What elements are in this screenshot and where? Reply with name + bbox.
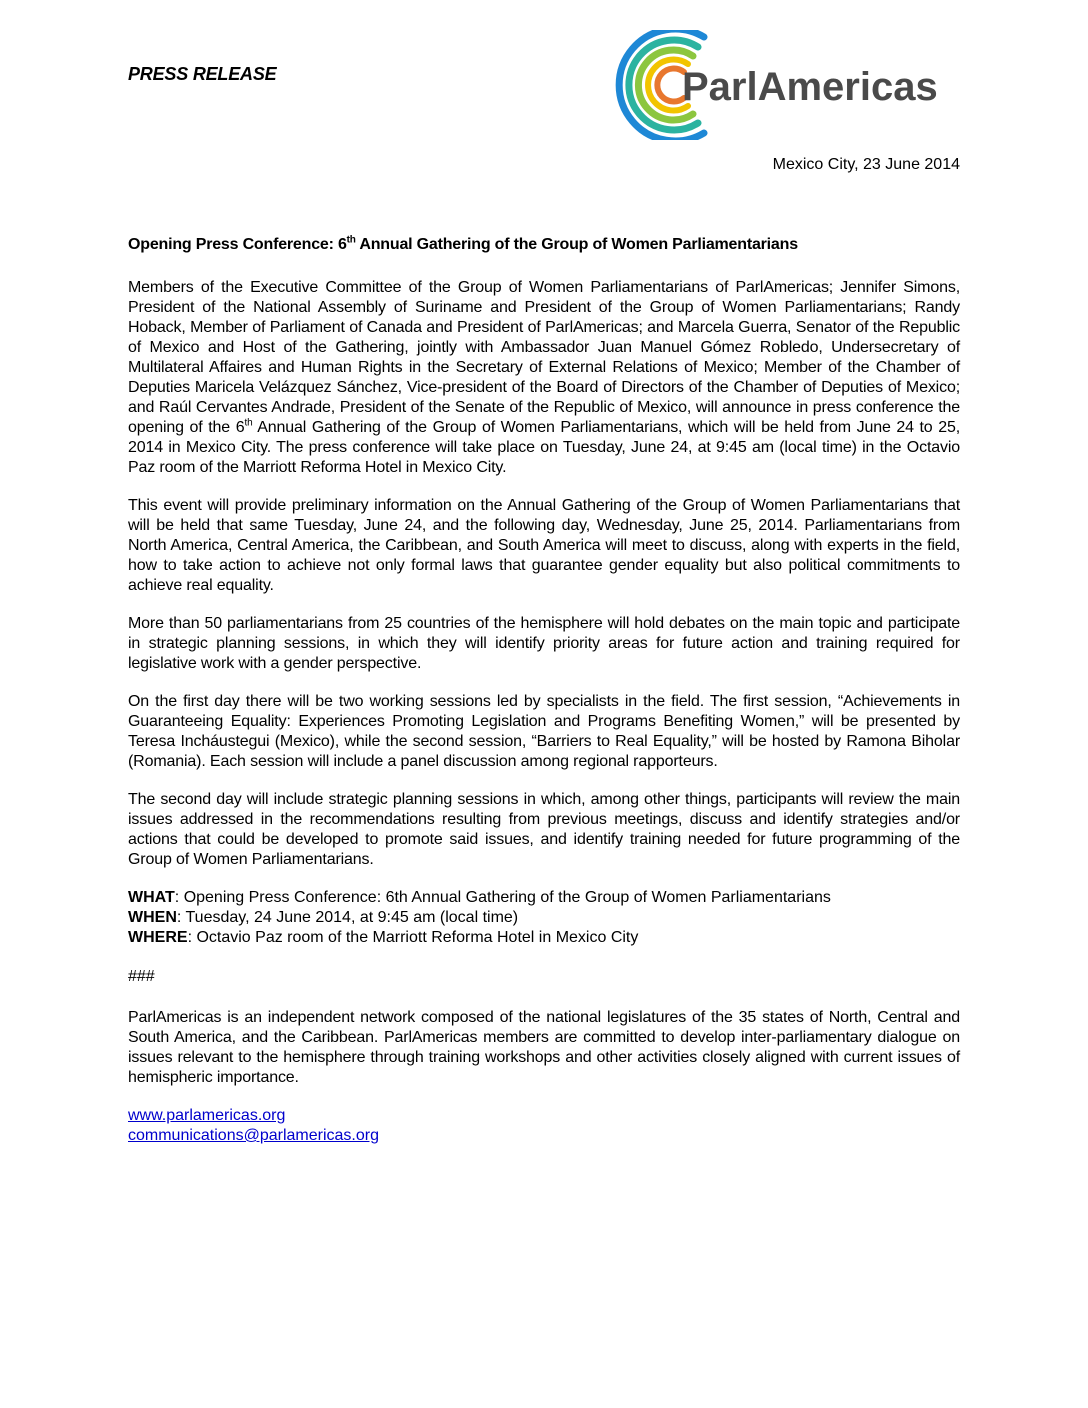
detail-where: WHERE: Octavio Paz room of the Marriott Reforma Hotel in Mexico City xyxy=(128,929,639,946)
event-details xyxy=(128,888,960,948)
release-date: Mexico City, 23 June 2014 xyxy=(772,156,960,173)
paragraph-debates: More than 50 parliamentarians from 25 countries of the hemisphere will hold debates on the main topic and participate in strategic planning sessions, in which they will identify priority areas for future action and training required for legislative work with a gender perspective. xyxy=(128,615,960,672)
website-link[interactable]: www.parlamericas.org xyxy=(128,1107,286,1124)
release-title: Opening Press Conference: 6th Annual Gathering of the Group of Women Parliamentarians xyxy=(128,234,798,253)
detail-what: WHAT: Opening Press Conference: 6th Annual Gathering of the Group of Women Parliamentarians xyxy=(128,889,831,906)
contact-links xyxy=(128,1106,960,1146)
detail-when: WHEN: Tuesday, 24 June 2014, at 9:45 am (local time) xyxy=(128,909,519,926)
parlamericas-logo xyxy=(606,30,960,140)
paragraph-about: ParlAmericas is an independent network composed of the national legislatures of the 35 states of North, Central and South America, and the Caribbean. ParlAmericas members are committed to develop inter-parliamentary dialogue on issues relevant to the hemisphere through training workshops and other activities closely aligned with current issues of hemispheric importance. xyxy=(128,1009,960,1086)
logo-arcs-icon xyxy=(606,30,960,140)
paragraph-event-info: This event will provide preliminary information on the Annual Gathering of the Group of Women Parliamentarians that will be held that same Tuesday, June 24, and the following day, Wednesday, June 25, 2014. Parliamentarians from North America, Central America, the Caribbean, and South America will meet to discuss, along with experts in the field, how to take action to achieve not only formal laws that guarantee gender equality but also political commitments to achieve real equality. xyxy=(128,497,960,594)
paragraph-participants: Members of the Executive Committee of the Group of Women Parliamentarians of ParlAmericas; Jennifer Simons, President of the National Assembly of Suriname and President of the Group of Women Parliamentarians; Randy Hoback, Member of Parliament of Canada and President of ParlAmericas; and Marcela Guerra, Senator of the Republic of Mexico and Host of the Gathering, jointly with Ambassador Juan Manuel Gómez Robledo, Undersecretary of Multilateral Affaires and Human Rights in the Secretary of External Relations of Mexico; Member of the Chamber of Deputies Maricela Velázquez Sánchez, Vice-president of the Board of Directors of the Chamber of Deputies of Mexico; and Raúl Cervantes Andrade, President of the Senate of the Republic of Mexico, will announce in press conference the opening of the 6th Annual Gathering of the Group of Women Parliamentarians, which will be held from June 24 to 25, 2014 in Mexico City. The press conference will take place on Tuesday, June 24, at 9:45 am (local time) in the Octavio Paz room of the Marriott Reforma Hotel in Mexico City. xyxy=(128,279,960,476)
logo-wordmark: ParlAmericas xyxy=(682,65,938,109)
release-body xyxy=(128,236,960,1146)
paragraph-second-day: The second day will include strategic planning sessions in which, among other things, participants will review the main issues addressed in the recommendations resulting from previous meetings, discuss and identify strategies and/or actions that could be developed to promote said issues, and identify training needed for future programming of the Group of Women Parliamentarians. xyxy=(128,791,960,868)
paragraph-first-day: On the first day there will be two working sessions led by specialists in the field. The first session, “Achievements in Guaranteeing Equality: Experiences Promoting Legislation and Programs Benefiting Women,” will be presented by Teresa Incháustegui (Mexico), while the second session, “Barriers to Real Equality,” will be hosted by Ramona Biholar (Romania). Each session will include a panel discussion among regional rapporteurs. xyxy=(128,693,960,770)
end-separator: ### xyxy=(128,968,155,985)
press-release-label: PRESS RELEASE xyxy=(128,64,277,84)
email-link[interactable]: communications@parlamericas.org xyxy=(128,1127,379,1144)
